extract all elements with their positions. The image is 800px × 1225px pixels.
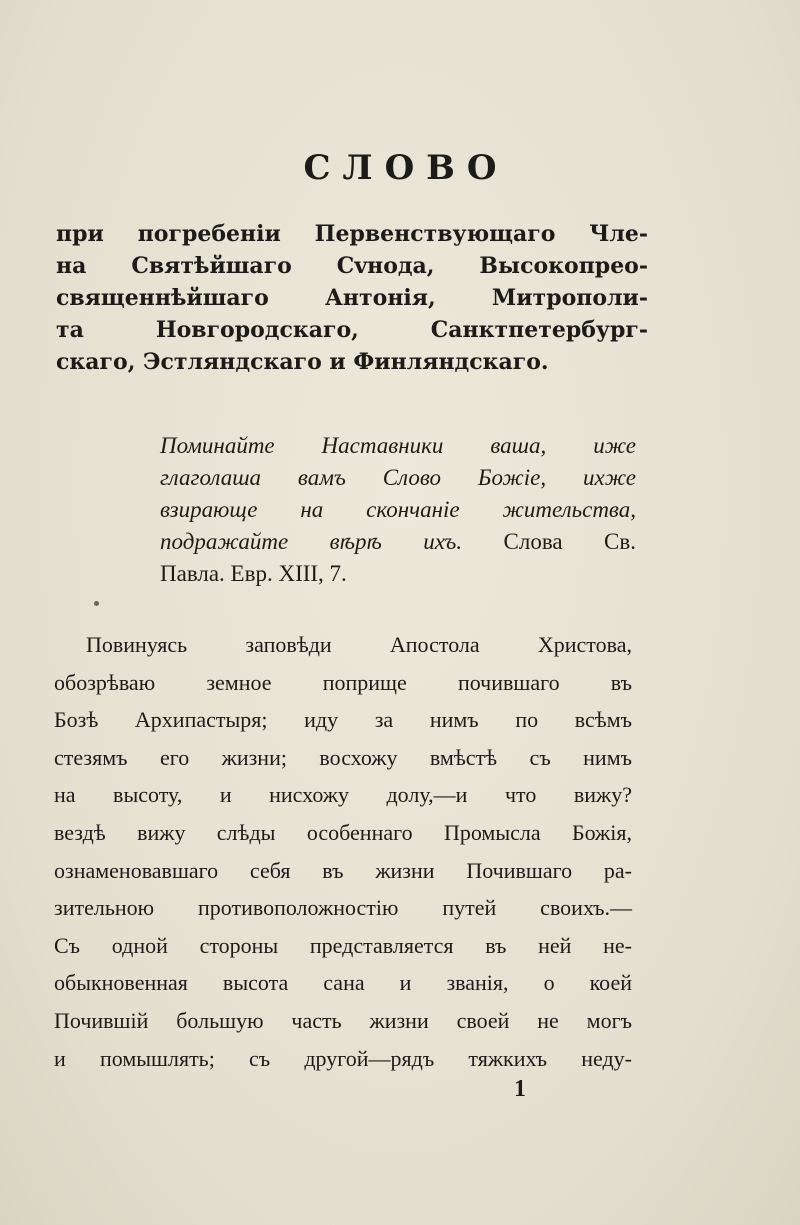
subtitle-line: скаго, Эстляндскаго и Финляндскаго. <box>56 349 549 375</box>
page-title: СЛОВО <box>303 148 509 188</box>
body-line: вездѣ вижу слѣды особеннаго Промысла Божія, <box>54 819 632 845</box>
epigraph-line: глаголаша вамъ Слово Божіе, ихже <box>160 465 636 490</box>
epigraph-source-line: Павла. Евр. XIII, 7. <box>160 561 347 586</box>
epigraph-line-with-source <box>160 526 636 558</box>
subtitle-line: священнѣйшаго Антонія, Митрополи- <box>56 285 648 311</box>
body-line: на высоту, и нисхожу долу,—и что вижу? <box>54 782 632 808</box>
body-text <box>54 626 632 1077</box>
body-line: Почившій большую часть жизни своей не могъ <box>54 1007 632 1033</box>
body-line: Бозѣ Архипастыря; иду за нимъ по всѣмъ <box>54 707 632 733</box>
epigraph-quote-end: подражайте вѣрѣ ихъ. <box>160 529 463 554</box>
subtitle-line: при погребеніи Первенствующаго Чле- <box>56 221 648 247</box>
sermon-subtitle <box>56 218 648 378</box>
epigraph <box>160 430 636 590</box>
body-line: Съ одной стороны представляется въ ней не- <box>54 932 632 958</box>
epigraph-source: Слова Св. <box>503 529 636 554</box>
epigraph-line: взирающе на скончаніе жительства, <box>160 497 636 522</box>
body-line: обыкновенная высота сана и званія, о коей <box>54 970 632 996</box>
body-line: ознаменовавшаго себя въ жизни Почившаго ра- <box>54 857 632 883</box>
body-line: обозрѣваю земное поприще почившаго въ <box>54 669 632 695</box>
body-line: зительною противоположностію путей своихъ.— <box>54 895 632 921</box>
body-line: Повинуясь заповѣди Апостола Христова, <box>86 632 632 657</box>
epigraph-line: Поминайте Наставники ваша, иже <box>160 433 636 458</box>
body-line: стезямъ его жизни; восхожу вмѣстѣ съ нимъ <box>54 744 632 770</box>
print-speck <box>94 601 99 606</box>
subtitle-line: та Новгородскаго, Санктпетербург- <box>56 317 648 343</box>
page-number: 1 <box>514 1076 526 1102</box>
subtitle-line: на Святѣйшаго Сvнода, Высокопрео- <box>56 253 648 279</box>
body-line: и помышлять; съ другой—рядъ тяжкихъ неду- <box>54 1045 632 1071</box>
